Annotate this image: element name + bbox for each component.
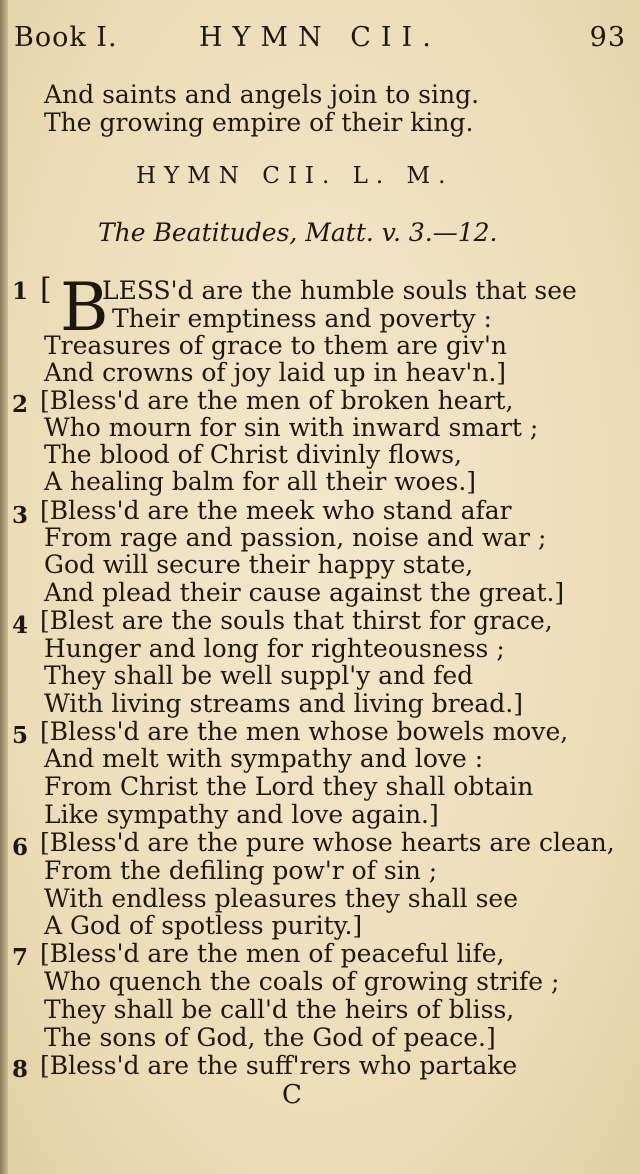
text-line: Who mourn for sin with inward smart ;	[44, 413, 539, 442]
text-line: [Bless'd are the meek who stand afar	[40, 496, 512, 525]
text-line: From rage and passion, noise and war ;	[44, 523, 547, 552]
text-line: From the defiling pow'r of sin ;	[44, 856, 438, 885]
verse-number: 4	[12, 612, 29, 639]
hymn-subtitle: The Beatitudes, Matt. v. 3.—12.	[98, 218, 498, 247]
signature-mark: C	[282, 1080, 302, 1110]
drop-cap: B	[60, 269, 109, 346]
text-line: Their emptiness and poverty :	[112, 304, 492, 333]
text-line: From Christ the Lord they shall obtain	[44, 772, 534, 801]
text-line: [Bless'd are the men of peaceful life,	[40, 939, 505, 968]
text-line: Treasures of grace to them are giv'n	[44, 331, 507, 360]
verse-number: 2	[12, 391, 29, 418]
text-line: They shall be well suppl'y and fed	[44, 661, 474, 690]
first-line-rest: LESS'd are the humble souls that see	[102, 276, 577, 305]
text-line: [Bless'd are the pure whose hearts are clean,	[40, 828, 615, 857]
verse-number: 7	[12, 944, 29, 971]
verse-number: 8	[12, 1056, 29, 1083]
text-line: The blood of Christ divinly flows,	[44, 440, 463, 469]
text-line: [Bless'd are the men of broken heart,	[40, 386, 514, 415]
binding-edge	[0, 0, 8, 1174]
text-line: A healing balm for all their woes.]	[44, 467, 477, 496]
text-line: They shall be call'd the heirs of bliss,	[44, 995, 515, 1024]
text-line: With living streams and living bread.]	[44, 689, 523, 718]
text-line: And plead their cause against the great.]	[44, 578, 565, 607]
text-line: A God of spotless purity.]	[44, 911, 363, 940]
verse-number: 6	[12, 834, 29, 861]
page-number: 93	[589, 22, 626, 53]
hymn-title: HYMN CII. L. M.	[136, 163, 454, 189]
book-label: Book I.	[14, 22, 118, 53]
text-line: The growing empire of their king.	[44, 108, 474, 137]
text-line: And crowns of joy laid up in heav'n.]	[44, 358, 507, 387]
text-line: [Bless'd are the men whose bowels move,	[40, 717, 569, 746]
verse-number: 3	[12, 502, 29, 529]
verse-number: 1	[12, 278, 29, 305]
text-line: The sons of God, the God of peace.]	[44, 1023, 496, 1052]
text-line: [Blest are the souls that thirst for grace,	[40, 606, 553, 635]
text-line: Who quench the coals of growing strife ;	[44, 967, 560, 996]
verse-number: 5	[12, 722, 29, 749]
opening-bracket: [	[40, 272, 52, 307]
text-line: And melt with sympathy and love :	[44, 744, 484, 773]
text-line: And saints and angels join to sing.	[44, 80, 480, 109]
text-line: With endless pleasures they shall see	[44, 884, 518, 913]
text-line: [Bless'd are the suff'rers who partake	[40, 1051, 518, 1080]
text-line: Like sympathy and love again.]	[44, 800, 439, 829]
text-line: God will secure their happy state,	[44, 550, 474, 579]
header-title: HYMN CII.	[199, 22, 441, 53]
text-line: Hunger and long for righteousness ;	[44, 634, 505, 663]
running-header	[14, 22, 626, 58]
